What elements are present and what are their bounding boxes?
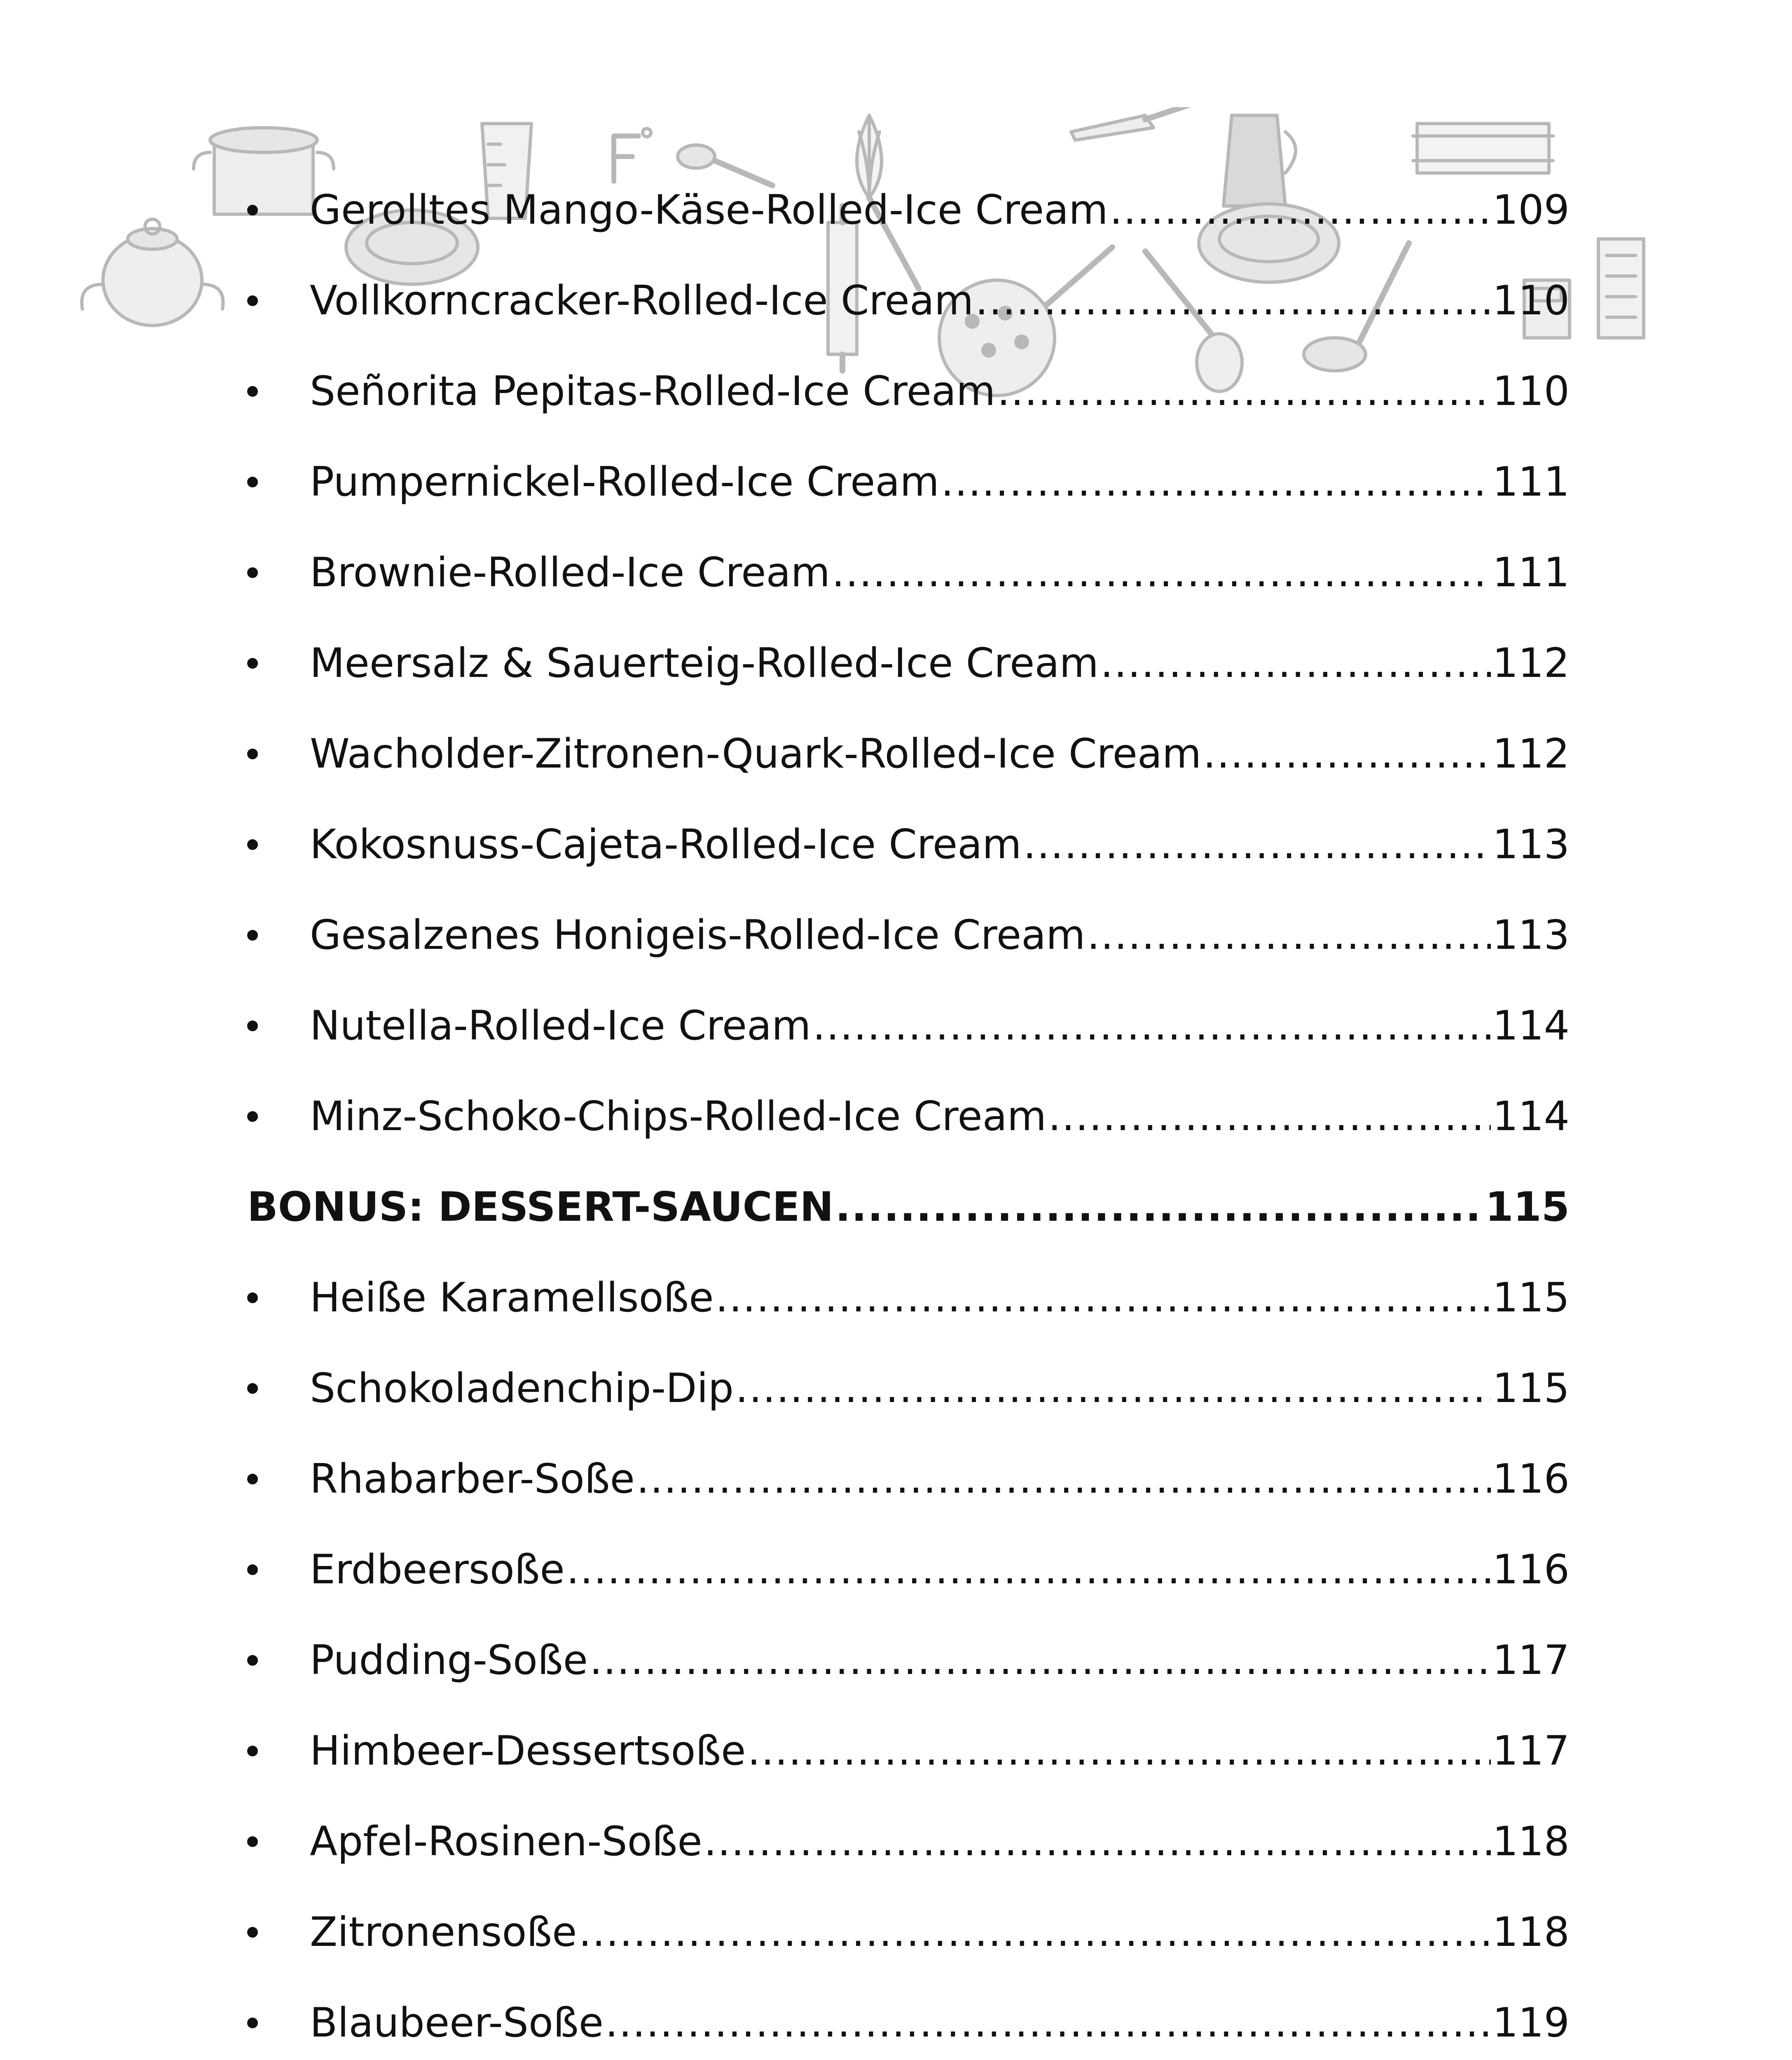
toc-entry-title: Kokosnuss-Cajeta-Rolled-Ice Cream xyxy=(310,821,1022,868)
toc-entry-page: 119 xyxy=(1492,1999,1570,2046)
toc-entry[interactable] xyxy=(247,1978,1570,2060)
bullet-icon xyxy=(247,386,258,397)
toc-entry[interactable] xyxy=(247,1252,1570,1343)
toc-entry-page: 115 xyxy=(1492,1274,1570,1321)
dot-leader xyxy=(941,462,1491,502)
toc-entry[interactable] xyxy=(247,981,1570,1071)
toc-entry-page: 111 xyxy=(1492,549,1570,596)
toc-entry-title: Minz-Schoko-Chips-Rolled-Ice Cream xyxy=(310,1093,1047,1140)
dot-leader xyxy=(605,2003,1491,2043)
bullet-icon xyxy=(247,1564,258,1575)
toc-entry-title: Gesalzenes Honigeis-Rolled-Ice Cream xyxy=(310,912,1085,959)
toc-entry[interactable] xyxy=(247,1796,1570,1887)
toc-entry-page: 116 xyxy=(1492,1456,1570,1503)
toc-entry-page: 118 xyxy=(1492,1818,1570,1865)
toc-entry[interactable] xyxy=(247,618,1570,709)
toc-entry-title: Nutella-Rolled-Ice Cream xyxy=(310,1002,811,1049)
toc-entry[interactable] xyxy=(247,346,1570,437)
toc-entry[interactable] xyxy=(247,1615,1570,1706)
dot-leader xyxy=(590,1640,1491,1681)
dot-leader xyxy=(997,371,1491,412)
toc-entry[interactable] xyxy=(247,1343,1570,1434)
toc-entry-page: 115 xyxy=(1492,1365,1570,1412)
toc-entry[interactable] xyxy=(247,1434,1570,1524)
toc-entry-title: Heiße Karamellsoße xyxy=(310,1274,714,1321)
toc-entry-page: 114 xyxy=(1492,1093,1570,1140)
dot-leader xyxy=(704,1821,1491,1862)
toc-entry-title: Schokoladenchip-Dip xyxy=(310,1365,734,1412)
toc-section-page: 115 xyxy=(1485,1184,1570,1231)
toc-entry-page: 117 xyxy=(1492,1637,1570,1684)
dot-leader xyxy=(832,552,1491,593)
toc-entry[interactable] xyxy=(247,799,1570,890)
dot-leader xyxy=(835,1187,1484,1227)
bullet-icon xyxy=(247,205,258,215)
bullet-icon xyxy=(247,2018,258,2028)
bullet-icon xyxy=(247,839,258,850)
dot-leader xyxy=(1023,824,1491,865)
toc-entry-title: Señorita Pepitas-Rolled-Ice Cream xyxy=(310,368,996,415)
toc-entry-title: Rhabarber-Soße xyxy=(310,1456,635,1503)
toc-entry[interactable] xyxy=(247,527,1570,618)
table-of-contents xyxy=(247,165,1570,2060)
toc-entry-title: Pumpernickel-Rolled-Ice Cream xyxy=(310,459,939,506)
dot-leader xyxy=(1203,734,1491,774)
toc-entry-page: 112 xyxy=(1492,730,1570,777)
bullet-icon xyxy=(247,749,258,759)
bullet-icon xyxy=(247,477,258,487)
dot-leader xyxy=(636,1459,1491,1499)
toc-entry-page: 113 xyxy=(1492,821,1570,868)
bullet-icon xyxy=(247,1111,258,1122)
toc-entry-title: Gerolltes Mango-Käse-Rolled-Ice Cream xyxy=(310,187,1108,234)
bullet-icon xyxy=(247,1836,258,1847)
toc-entry[interactable] xyxy=(247,890,1570,981)
toc-entry-title: Apfel-Rosinen-Soße xyxy=(310,1818,702,1865)
toc-entry-page: 118 xyxy=(1492,1909,1570,1956)
toc-entry-title: Zitronensoße xyxy=(310,1909,577,1956)
kettle-icon xyxy=(82,219,223,325)
bullet-icon xyxy=(247,658,258,669)
dot-leader xyxy=(578,1912,1491,1952)
toc-entry[interactable] xyxy=(247,255,1570,346)
dot-leader xyxy=(813,1006,1491,1046)
bullet-icon xyxy=(247,1655,258,1666)
bullet-icon xyxy=(247,1927,258,1938)
bullet-icon xyxy=(247,930,258,941)
toc-entry[interactable] xyxy=(247,709,1570,799)
bullet-icon xyxy=(247,1474,258,1484)
toc-entry-page: 109 xyxy=(1492,187,1570,234)
dot-leader xyxy=(747,1731,1490,1771)
toc-entry-page: 116 xyxy=(1492,1546,1570,1593)
toc-entry-page: 114 xyxy=(1492,1002,1570,1049)
bullet-icon xyxy=(247,1292,258,1303)
bullet-icon xyxy=(247,1746,258,1756)
dot-leader xyxy=(716,1278,1491,1318)
toc-entry-title: Himbeer-Dessertsoße xyxy=(310,1728,746,1774)
toc-entry-page: 112 xyxy=(1492,640,1570,687)
toc-entry[interactable] xyxy=(247,1706,1570,1796)
toc-section-title: BONUS: DESSERT-SAUCEN xyxy=(247,1184,834,1231)
dot-leader xyxy=(1087,915,1491,955)
dot-leader xyxy=(1110,190,1491,230)
toc-entry-page: 110 xyxy=(1492,277,1570,324)
toc-entry[interactable] xyxy=(247,1524,1570,1615)
grater-icon xyxy=(1598,239,1644,338)
toc-entry-page: 113 xyxy=(1492,912,1570,959)
bullet-icon xyxy=(247,1383,258,1394)
toc-section-heading[interactable] xyxy=(247,1162,1570,1252)
bullet-icon xyxy=(247,295,258,306)
bullet-icon xyxy=(247,567,258,578)
toc-entry-page: 117 xyxy=(1492,1728,1570,1774)
knife-icon xyxy=(1071,107,1195,140)
toc-entry[interactable] xyxy=(247,1887,1570,1978)
toc-entry-title: Pudding-Soße xyxy=(310,1637,588,1684)
toc-entry-title: Blaubeer-Soße xyxy=(310,1999,604,2046)
toc-entry-title: Brownie-Rolled-Ice Cream xyxy=(310,549,830,596)
dot-leader xyxy=(566,1550,1491,1590)
toc-entry[interactable] xyxy=(247,165,1570,255)
dot-leader xyxy=(975,281,1491,321)
dot-leader xyxy=(1100,643,1491,684)
toc-entry[interactable] xyxy=(247,1071,1570,1162)
toc-entry-page: 111 xyxy=(1492,459,1570,506)
toc-entry-page: 110 xyxy=(1492,368,1570,415)
toc-entry-title: Meersalz & Sauerteig-Rolled-Ice Cream xyxy=(310,640,1099,687)
bullet-icon xyxy=(247,1021,258,1031)
dot-leader xyxy=(1048,1096,1491,1137)
toc-entry-title: Wacholder-Zitronen-Quark-Rolled-Ice Cream xyxy=(310,730,1202,777)
dot-leader xyxy=(735,1368,1491,1409)
toc-entry-title: Erdbeersoße xyxy=(310,1546,565,1593)
toc-entry-title: Vollkorncracker-Rolled-Ice Cream xyxy=(310,277,974,324)
toc-entry[interactable] xyxy=(247,437,1570,527)
